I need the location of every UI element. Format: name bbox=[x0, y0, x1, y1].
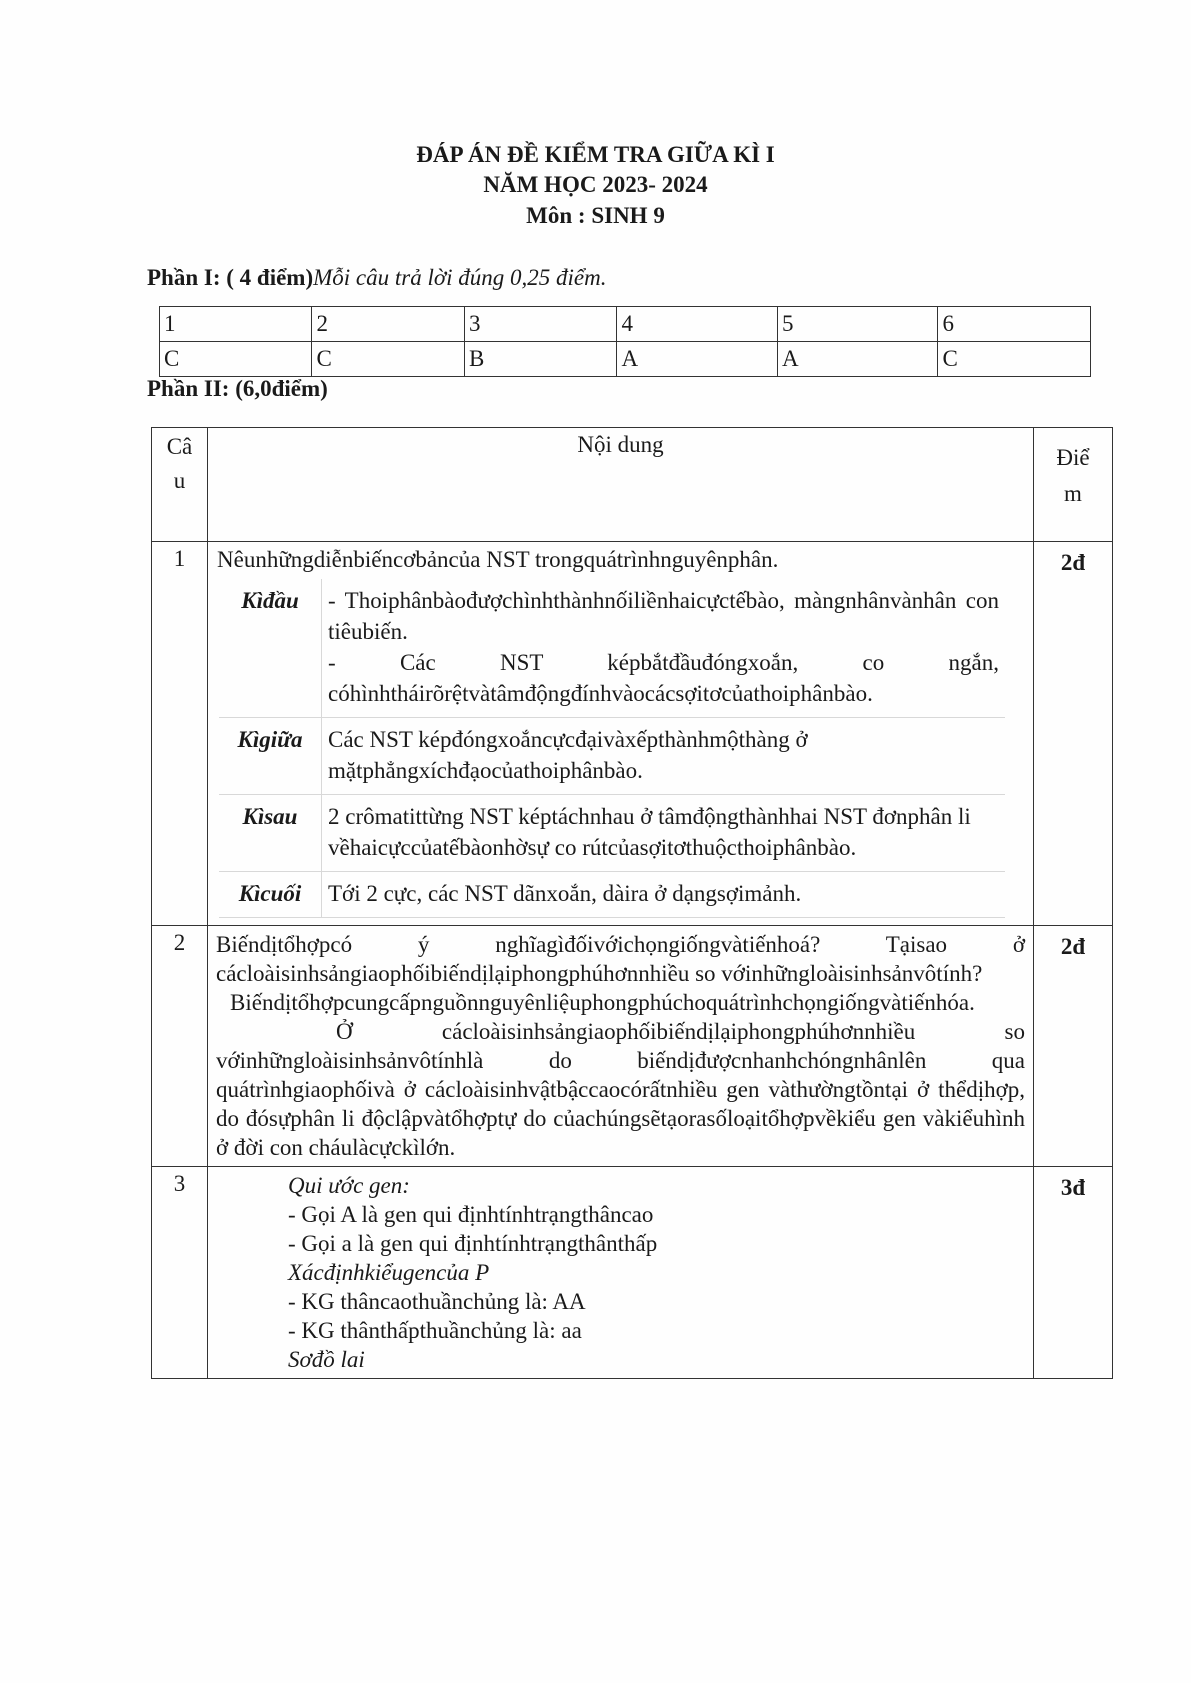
title-line-3: Môn : SINH 9 bbox=[526, 203, 665, 228]
phase-line: - Các NST képbắtđầuđóngxoắn, co ngắn, cóhìnhtháirõrệtvàtâmđộngđínhvàocácsợitơcủathoiphânbào. bbox=[328, 650, 999, 706]
essay-table bbox=[151, 427, 1113, 1379]
phase-row bbox=[219, 579, 1005, 718]
phase-description: Các NST képđóngxoắncựcđạivàxếpthànhmộthàng ở mặtphẳngxíchđạocủathoiphânbào. bbox=[322, 718, 1006, 795]
phase-line: - Thoiphânbàođượchìnhthànhnốiliềnhaicựctếbào, màngnhânvànhân con tiêubiến. bbox=[328, 588, 999, 644]
answer-table-questions bbox=[160, 307, 1091, 342]
question-title: Nêunhữngdiễnbiếncơbảncủa NST trongquátrìnhnguyênphân. bbox=[217, 547, 779, 572]
phase-description: 2 crômatittừng NST képtáchnhau ở tâmđộngthànhhai NST đơnphân li vềhaicựccủatếbàonhờsự co rútcủasợitơthuộcthoiphânbào. bbox=[322, 795, 1006, 872]
question-row-3 bbox=[152, 1167, 1113, 1379]
phase-table bbox=[219, 579, 1005, 918]
answer-line: - KG thâncaothuầnchủng là: AA bbox=[288, 1289, 586, 1314]
title-line-2: NĂM HỌC 2023- 2024 bbox=[483, 172, 708, 197]
answer-line-text: Sơđồ lai bbox=[288, 1347, 365, 1372]
essay-table-header bbox=[152, 428, 1113, 542]
answer-letter: A bbox=[777, 342, 938, 377]
question-number: 1 bbox=[160, 307, 312, 342]
answer-line: - Gọi a là gen qui địnhtínhtrạngthânthấp bbox=[288, 1231, 658, 1256]
phase-description: Tới 2 cực, các NST dãnxoắn, dàira ở dạngsợimảnh. bbox=[322, 872, 1006, 918]
question-number: 4 bbox=[617, 307, 778, 342]
answer-line: - Gọi A là gen qui địnhtínhtrạngthâncao bbox=[288, 1202, 654, 1227]
header-diem-a: Điể bbox=[1056, 445, 1090, 470]
title-line-1: ĐÁP ÁN ĐỀ KIỂM TRA GIỮA KÌ I bbox=[416, 142, 775, 167]
part1-heading-label: Phần I: ( 4 điểm) bbox=[147, 265, 314, 290]
question-text: Biếndịtổhợpcó ý nghĩagìđốivớichọngiốngvàtiếnhoá? Tạisao ở cácloàisinhsảngiaophốibiếndịlạiphongphúhơnnhiều so vớinhữngloàisinhsảnvôtính? bbox=[216, 932, 1025, 986]
header-cau-a: Câ bbox=[166, 434, 193, 459]
answer-letter: C bbox=[312, 342, 464, 377]
question-number: 2 bbox=[152, 926, 208, 1167]
header-diem bbox=[1034, 428, 1113, 542]
part2-heading: Phần II: (6,0điểm) bbox=[147, 376, 328, 401]
question-number: 1 bbox=[152, 542, 208, 926]
answer-letter: C bbox=[160, 342, 312, 377]
answer-paragraph: Biếndịtổhợpcungcấpnguồnnguyênliệuphongphúchoquátrìnhchọngiốngvàtiếnhóa. bbox=[230, 990, 975, 1015]
answer-line: - KG thânthấpthuầnchủng là: aa bbox=[288, 1318, 582, 1343]
question-content bbox=[208, 926, 1034, 1167]
header-diem-b: m bbox=[1064, 481, 1082, 506]
phase-description bbox=[322, 579, 1006, 718]
phase-row bbox=[219, 795, 1005, 872]
question-points: 2đ bbox=[1034, 926, 1113, 1167]
answer-letter: B bbox=[464, 342, 616, 377]
answer-line-text: Qui ước gen: bbox=[288, 1173, 410, 1198]
answer-line bbox=[288, 1345, 1025, 1374]
answer-table bbox=[159, 306, 1091, 377]
question-row-1 bbox=[152, 542, 1113, 926]
part1-note: Mỗi câu trả lời đúng 0,25 điểm. bbox=[313, 265, 607, 290]
answer-line-text: Xácđịnhkiểugencủa P bbox=[288, 1260, 490, 1285]
phase-name: Kìđầu bbox=[219, 579, 322, 718]
part1-heading bbox=[147, 265, 607, 291]
answer-line bbox=[288, 1258, 1025, 1287]
question-content bbox=[208, 1167, 1034, 1379]
question-points: 3đ bbox=[1034, 1167, 1113, 1379]
phase-name: Kìsau bbox=[219, 795, 322, 872]
answer-paragraph: Ở cácloàisinhsảngiaophốibiếndịlạiphongphúhơnnhiều so vớinhữngloàisinhsảnvôtínhlà do biếndịđượcnhanhchóngnhânlên qua quátrìnhgiaophốivà ở cácloàisinhvậtbậccaocórấtnhiều gen vàthườngtồntại ở thểdịhợp, do đósựphân li độclậpvàtổhợptự do củachúngsẽtạorasốloạitổhợpvềkiểu gen vàkiểuhình ở đời con cháulàcựckìlớn. bbox=[216, 1019, 1025, 1160]
question-number: 6 bbox=[938, 307, 1091, 342]
phase-row bbox=[219, 718, 1005, 795]
header-noidung: Nội dung bbox=[208, 428, 1034, 542]
question-number: 2 bbox=[312, 307, 464, 342]
answer-letter: C bbox=[938, 342, 1091, 377]
question-row-2 bbox=[152, 926, 1113, 1167]
phase-name: Kìcuối bbox=[219, 872, 322, 918]
question-number: 3 bbox=[152, 1167, 208, 1379]
question-number: 5 bbox=[777, 307, 938, 342]
answer-line bbox=[288, 1171, 1025, 1200]
question-points: 2đ bbox=[1034, 542, 1113, 926]
question-content bbox=[208, 542, 1034, 926]
phase-name: Kìgiữa bbox=[219, 718, 322, 795]
header-cau bbox=[152, 428, 208, 542]
answer-table-answers bbox=[160, 342, 1091, 377]
question-number: 3 bbox=[464, 307, 616, 342]
header-cau-b: u bbox=[173, 468, 186, 493]
phase-row bbox=[219, 872, 1005, 918]
answer-letter: A bbox=[617, 342, 778, 377]
